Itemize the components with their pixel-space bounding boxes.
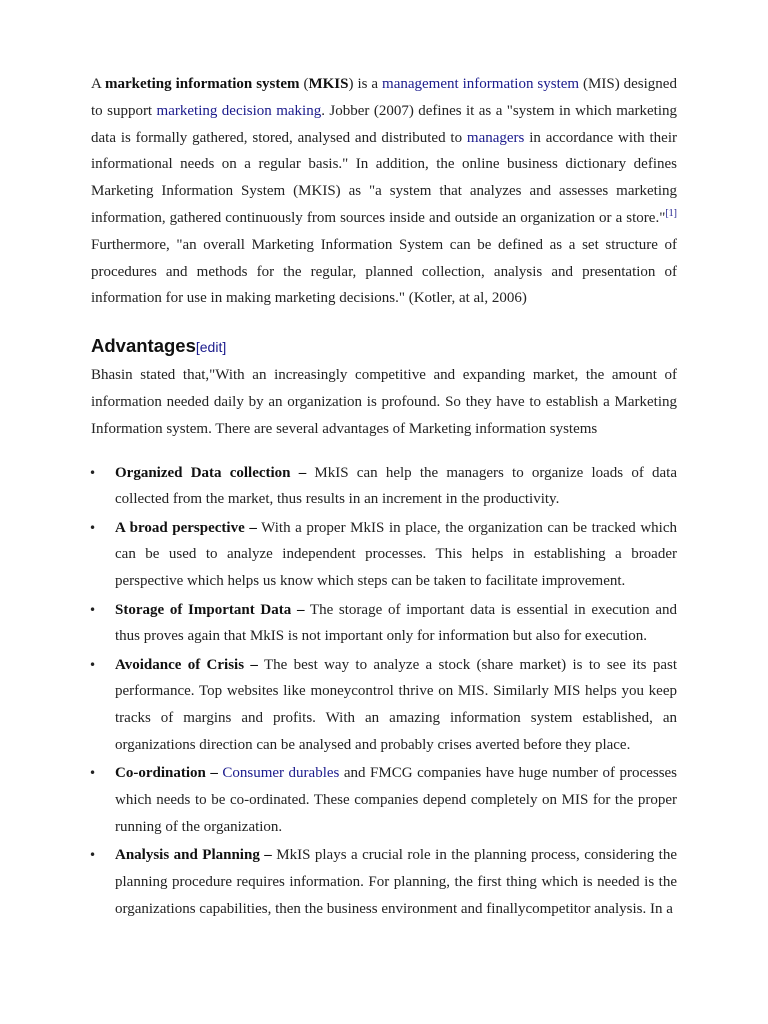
link-management-information-system[interactable]: management information system: [382, 76, 580, 92]
advantages-intro-paragraph: Bhasin stated that,"With an increasingly competitive and expanding market, the amount of information needed daily by an organization is profound. So they have to establish a Marketing Information system. There are several advantages of Marketing information systems: [91, 367, 677, 437]
item-title: A broad perspective –: [115, 519, 257, 536]
list-item: [91, 597, 677, 651]
intro-text: ) is a: [348, 76, 383, 92]
document-page: [91, 71, 677, 924]
intro-text: . Jobber (2007) defines it as a "system in which marketing data is formally gathered, stored, analysed and distributed to: [91, 102, 678, 146]
link-consumer-durables[interactable]: Consumer durables: [222, 765, 340, 782]
intro-text: (: [299, 76, 309, 92]
item-title: Avoidance of Crisis –: [115, 656, 258, 673]
term-bold: marketing information system: [104, 76, 300, 92]
bullet-icon: •: [89, 465, 97, 480]
section-heading: [91, 333, 677, 360]
item-text: With a proper MkIS in place, the organization can be tracked which can be used to analyze independent processes. This helps in establishing a broader perspective which helps us know which steps can be taken to facilitate improvement.: [115, 519, 677, 590]
reference-link[interactable]: [1]: [665, 207, 677, 219]
intro-text: A: [91, 76, 105, 92]
item-title: Organized Data collection –: [115, 464, 307, 481]
item-text: MkIS can help the managers to organize loads of data collected from the market, thus results in an increment in the productivity.: [115, 464, 677, 508]
bullet-icon: •: [89, 520, 97, 535]
intro-text: (MIS) designed to support: [91, 76, 677, 119]
list-item: [91, 760, 677, 840]
item-title: Co-ordination –: [115, 765, 218, 782]
intro-text: Furthermore, "an overall Marketing Information System can be defined as a set structure of procedures and methods for the regular, planned collection, analysis and presentation of information for use in making marketing decisions." (Kotler, at al, 2006): [91, 236, 677, 307]
advantages-list: [91, 460, 677, 923]
intro-paragraph: [91, 71, 677, 312]
item-text: MkIS plays a crucial role in the planning process, considering the planning procedure requires information. For planning, the first thing which is needed is the organizations capabilities, then the business environment and finallycompetitor analysis. In a: [115, 847, 677, 917]
list-item: [91, 515, 677, 595]
item-text: The storage of important data is essential in execution and thus proves again that MkIS is not important only for information but also for execution.: [115, 601, 677, 645]
intro-text: in accordance with their informational needs on a regular basis." In addition, the online business dictionary defines Marketing Information System (MKIS) as "a system that analyzes and assesses marketing information, gathered continuously from sources inside and outside an organization or a store.": [91, 129, 677, 226]
item-text: and FMCG companies have huge number of processes which needs to be co-ordinated. These companies depend completely on MIS for the proper running of the organization.: [115, 765, 678, 835]
edit-link[interactable]: [edit]: [195, 339, 227, 356]
link-managers[interactable]: managers: [466, 129, 525, 146]
abbr-bold: MKIS: [308, 76, 349, 92]
link-marketing-decision-making[interactable]: marketing decision making: [156, 102, 322, 119]
list-item: [91, 842, 677, 922]
bullet-icon: •: [89, 602, 97, 617]
bullet-icon: •: [89, 848, 97, 863]
list-item: [91, 652, 677, 759]
item-title: Storage of Important Data –: [115, 601, 305, 618]
item-title: Analysis and Planning –: [115, 847, 272, 864]
bullet-icon: •: [89, 657, 97, 672]
list-item: [91, 460, 677, 514]
heading-text: Advantages: [91, 335, 196, 357]
item-text: The best way to analyze a stock (share market) is to see its past performance. Top websites like moneycontrol thrive on MIS. Similarly MIS helps you keep tracks of margins and profits. With an amazing information system established, an organizations direction can be analysed and probably crises averted before they place.: [115, 656, 677, 754]
bullet-icon: •: [89, 766, 97, 781]
